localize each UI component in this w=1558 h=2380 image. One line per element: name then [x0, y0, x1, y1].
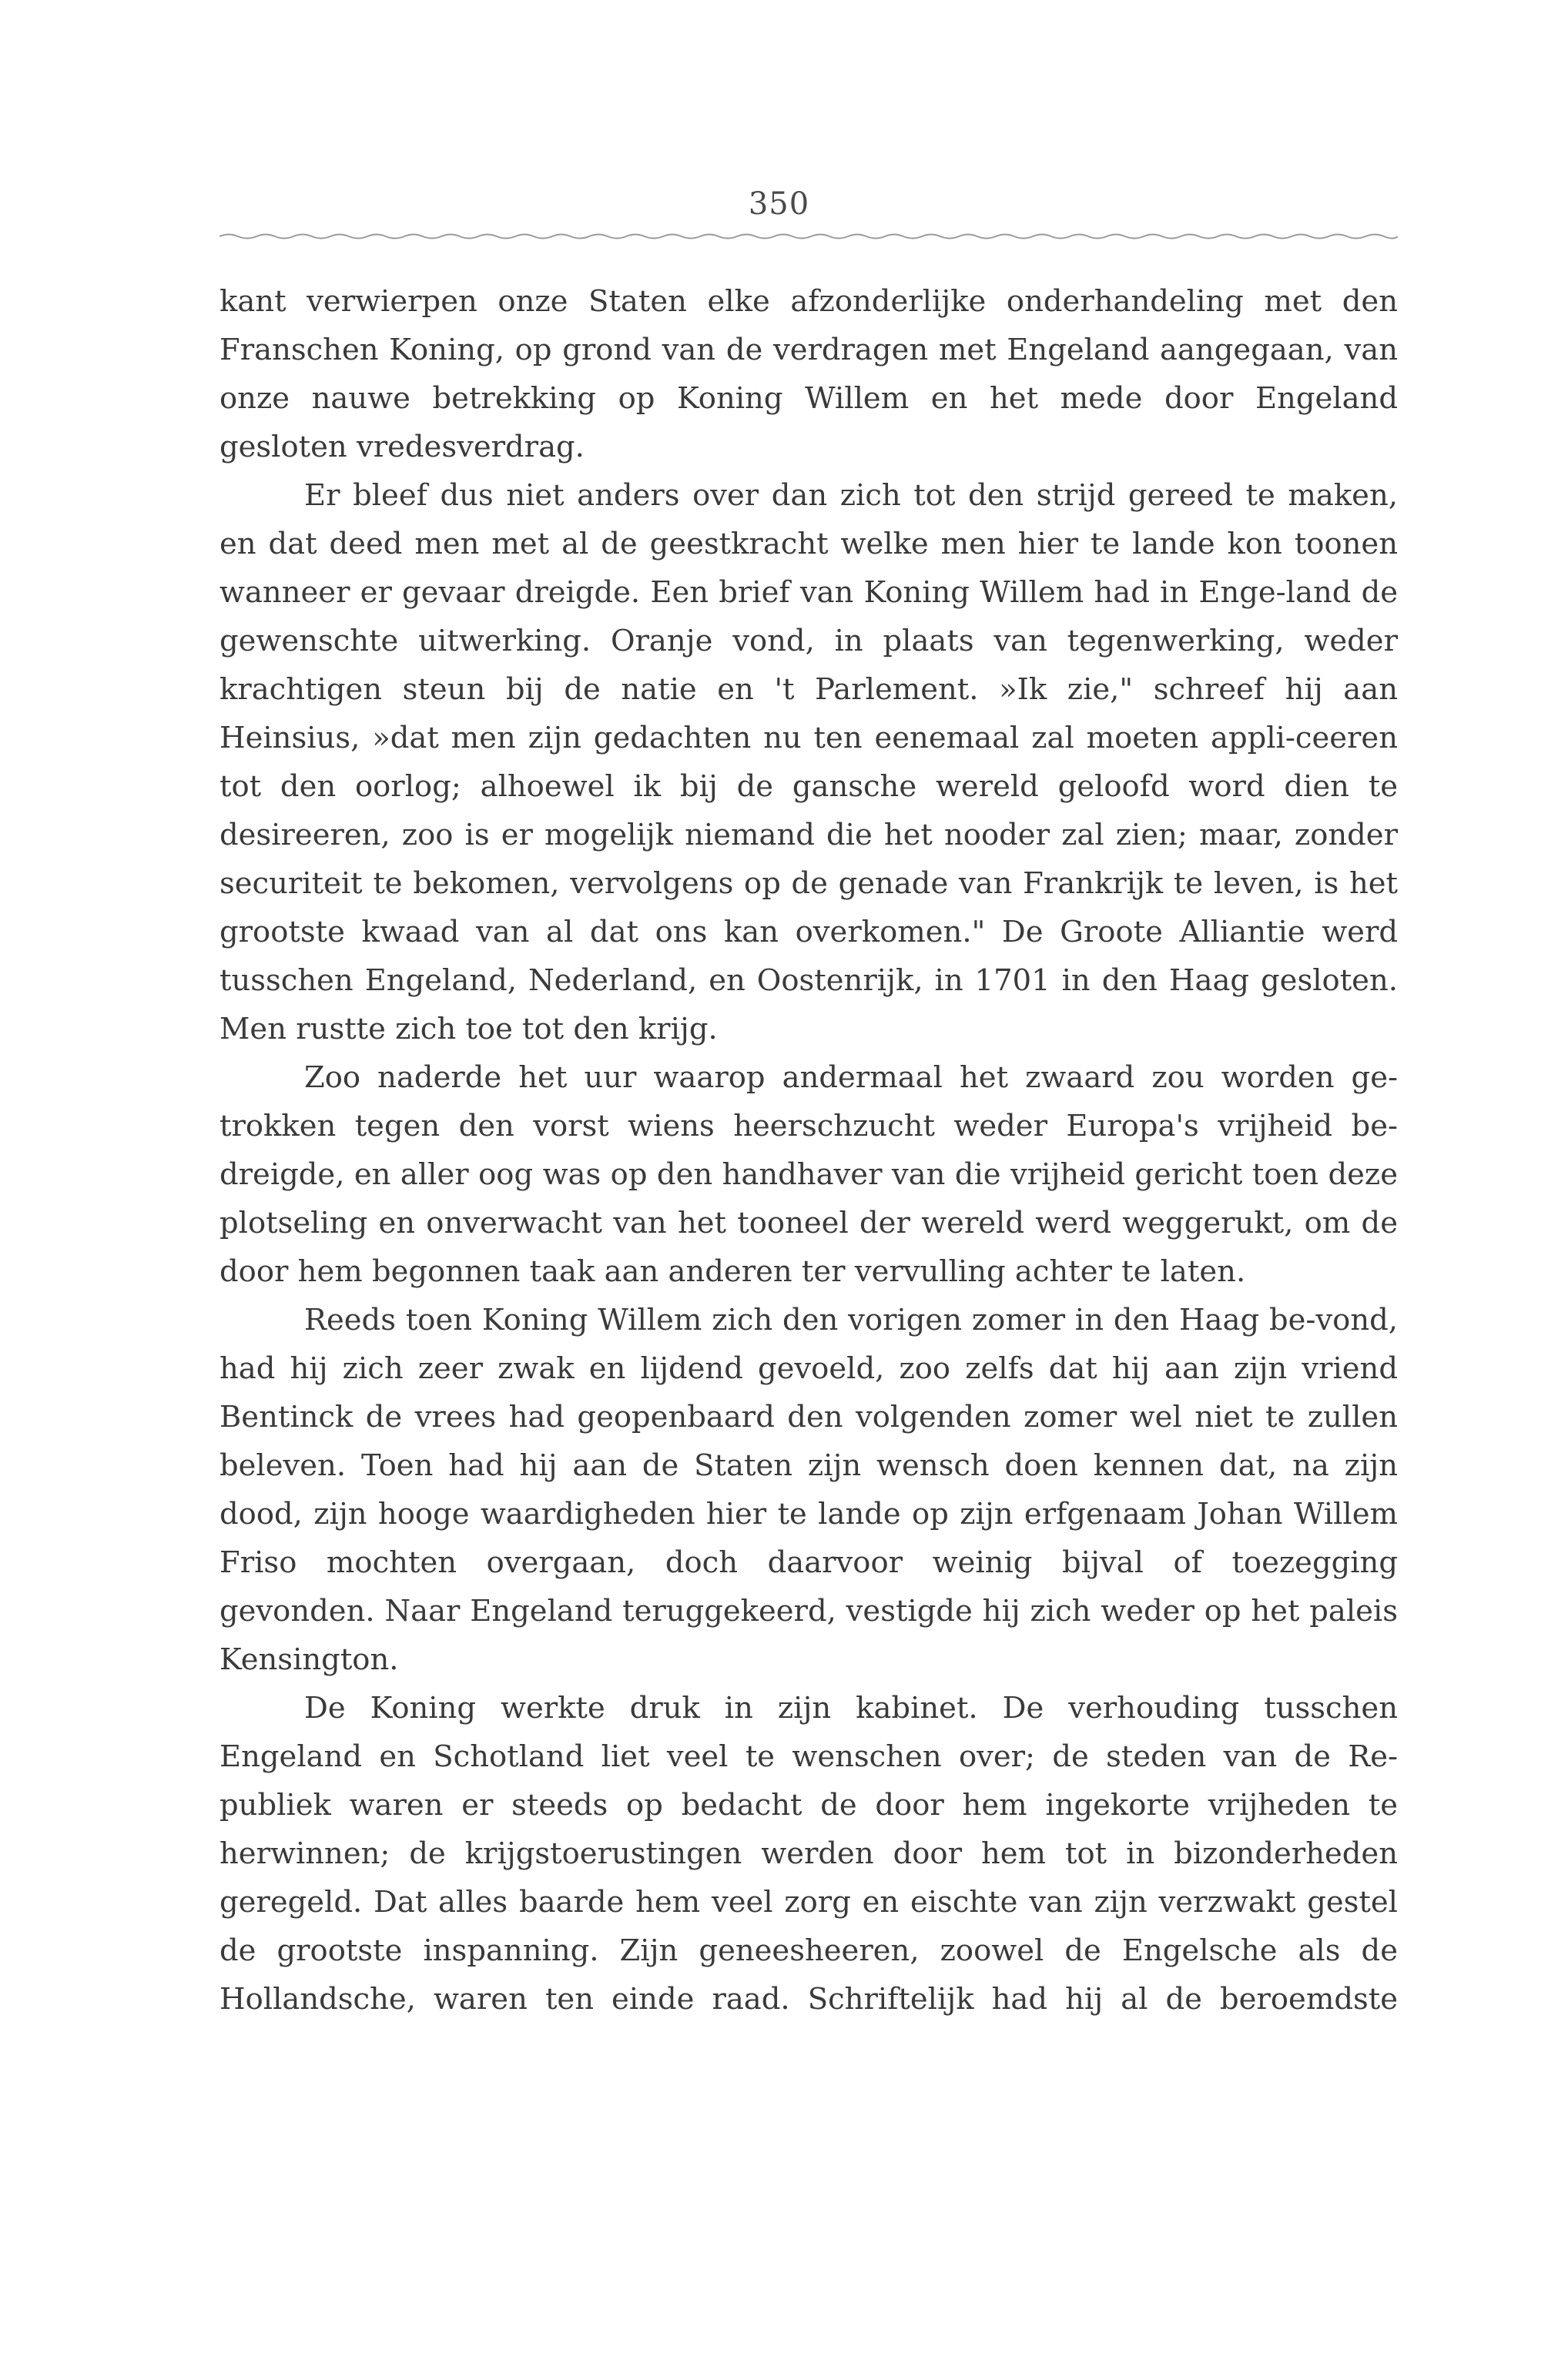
paragraph-3: Zoo naderde het uur waarop andermaal het zwaard zou worden ge-trokken tegen den vorst wiens heerschzucht weder Europa's vrijheid be-dreigde, en aller oog was op den handhaver van die vrijheid gericht toen deze plotseling en onverwacht van het tooneel der wereld werd weggerukt, om de door hem begonnen taak aan anderen ter vervulling achter te laten.: [219, 1060, 1398, 1289]
page-number: 350: [748, 186, 810, 222]
paragraph-1: kant verwierpen onze Staten elke afzonderlijke onderhandeling met den Franschen Koning, op grond van de verdragen met Engeland aangegaan, van onze nauwe betrekking op Koning Willem en het mede door Engeland gesloten vredesverdrag.: [219, 284, 1398, 464]
paragraph-4: Reeds toen Koning Willem zich den vorigen zomer in den Haag be-vond, had hij zich zeer zwak en lijdend gevoeld, zoo zelfs dat hij aan zijn vriend Bentinck de vrees had geopenbaard den volgenden zomer wel niet te zullen beleven. Toen had hij aan de Staten zijn wensch doen kennen dat, na zijn dood, zijn hooge waardigheden hier te lande op zijn erfgenaam Johan Willem Friso mochten overgaan, doch daarvoor weinig bijval of toezegging gevonden. Naar Engeland teruggekeerd, vestigde hij zich weder op het paleis Kensington.: [219, 1303, 1398, 1677]
header-rule: [219, 233, 1398, 240]
paragraph-5: De Koning werkte druk in zijn kabinet. De verhouding tusschen Engeland en Schotland liet veel te wenschen over; de steden van de Re-publiek waren er steeds op bedacht de door hem ingekorte vrijheden te herwinnen; de krijgstoerustingen werden door hem tot in bizonderheden geregeld. Dat alles baarde hem veel zorg en eischte van zijn verzwakt gestel de grootste inspanning. Zijn geneesheeren, zoowel de Engelsche als de Hollandsche, waren ten einde raad. Schriftelijk had hij al de beroemdste: [219, 1691, 1398, 2017]
body-text: [219, 277, 1398, 2024]
paragraph-2: Er bleef dus niet anders over dan zich tot den strijd gereed te maken, en dat deed men met al de geestkracht welke men hier te lande kon toonen wanneer er gevaar dreigde. Een brief van Koning Willem had in Enge-land de gewenschte uitwerking. Oranje vond, in plaats van tegenwerking, weder krachtigen steun bij de natie en 't Parlement. »Ik zie," schreef hij aan Heinsius, »dat men zijn gedachten nu ten eenemaal zal moeten appli-ceeren tot den oorlog; alhoewel ik bij de gansche wereld geloofd word dien te desireeren, zoo is er mogelijk niemand die het nooder zal zien; maar, zonder securiteit te bekomen, vervolgens op de genade van Frankrijk te leven, is het grootste kwaad van al dat ons kan overkomen." De Groote Alliantie werd tusschen Engeland, Nederland, en Oostenrijk, in 1701 in den Haag gesloten. Men rustte zich toe tot den krijg.: [219, 478, 1398, 1046]
